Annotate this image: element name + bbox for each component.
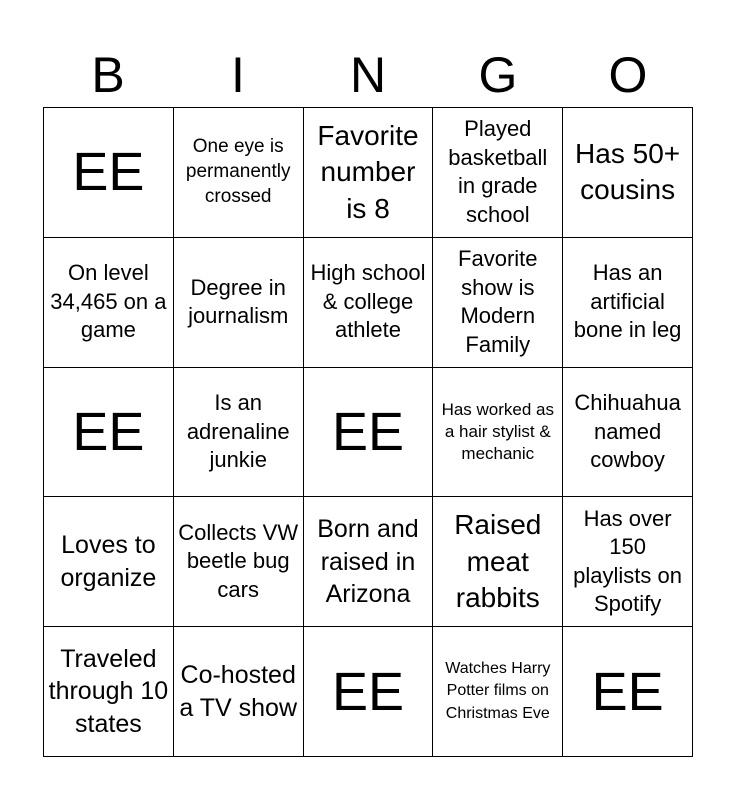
bingo-cell[interactable] xyxy=(304,238,434,368)
cell-text: Collects VW beetle bug cars xyxy=(178,519,299,603)
bingo-cell[interactable] xyxy=(44,108,174,238)
bingo-cell[interactable] xyxy=(563,368,693,498)
cell-text: EE xyxy=(331,401,405,462)
cell-text: Has 50+ cousins xyxy=(575,138,681,206)
bingo-cell[interactable] xyxy=(563,627,693,757)
cell-text: EE xyxy=(72,142,145,203)
cell-text: Traveled through 10 states xyxy=(48,644,169,738)
bingo-cell[interactable] xyxy=(433,368,563,498)
bingo-cell[interactable] xyxy=(174,238,304,368)
cell-text: Has worked as a hair stylist & mechanic xyxy=(441,399,554,464)
bingo-cell[interactable] xyxy=(433,627,563,757)
cell-text: Raised meat rabbits xyxy=(454,509,542,613)
header-letter-g: G xyxy=(478,47,518,103)
cell-text: Is an adrenaline junkie xyxy=(186,390,290,473)
cell-text: EE xyxy=(591,661,664,722)
bingo-grid xyxy=(43,107,693,757)
bingo-cell[interactable] xyxy=(433,238,563,368)
cell-text: Loves to organize xyxy=(60,531,157,592)
bingo-cell[interactable] xyxy=(174,627,304,757)
cell-text: Favorite show is Modern Family xyxy=(458,246,538,357)
bingo-cell[interactable] xyxy=(304,108,434,238)
cell-text: Chihuahua named cowboy xyxy=(574,390,681,473)
bingo-cell[interactable] xyxy=(44,238,174,368)
bingo-cell[interactable] xyxy=(433,497,563,627)
cell-text: One eye is permanently crossed xyxy=(185,136,291,207)
bingo-cell[interactable] xyxy=(304,368,434,498)
bingo-cell[interactable] xyxy=(174,108,304,238)
bingo-cell[interactable] xyxy=(44,497,174,627)
bingo-cell[interactable] xyxy=(174,368,304,498)
bingo-cell[interactable] xyxy=(304,497,434,627)
header-letter-b: B xyxy=(91,47,125,103)
bingo-cell[interactable] xyxy=(174,497,304,627)
bingo-cell[interactable] xyxy=(44,627,174,757)
bingo-cell[interactable] xyxy=(433,108,563,238)
bingo-cell[interactable] xyxy=(563,238,693,368)
header-letter-i: I xyxy=(231,47,245,103)
cell-text: Has over 150 playlists on Spotify xyxy=(573,505,683,617)
bingo-cell[interactable] xyxy=(44,368,174,498)
cell-text: Favorite number is 8 xyxy=(317,119,419,224)
cell-text: Born and raised in Arizona xyxy=(317,515,419,609)
cell-text: Degree in journalism xyxy=(188,274,289,329)
cell-text: On level 34,465 on a game xyxy=(50,260,167,343)
cell-text: Co-hosted a TV show xyxy=(179,661,298,722)
cell-text: Played basketball in grade school xyxy=(448,116,548,227)
cell-text: EE xyxy=(331,661,405,722)
bingo-cell[interactable] xyxy=(563,108,693,238)
cell-text: Has an artificial bone in leg xyxy=(573,260,682,343)
header-letter-n: N xyxy=(349,47,387,103)
bingo-cell[interactable] xyxy=(304,627,434,757)
cell-text: Watches Harry Potter films on Christmas Eve xyxy=(445,660,551,722)
bingo-cell[interactable] xyxy=(563,497,693,627)
header-letter-o: O xyxy=(608,47,648,103)
cell-text: EE xyxy=(72,401,145,462)
cell-text: High school & college athlete xyxy=(310,260,426,343)
bingo-header xyxy=(43,44,693,106)
